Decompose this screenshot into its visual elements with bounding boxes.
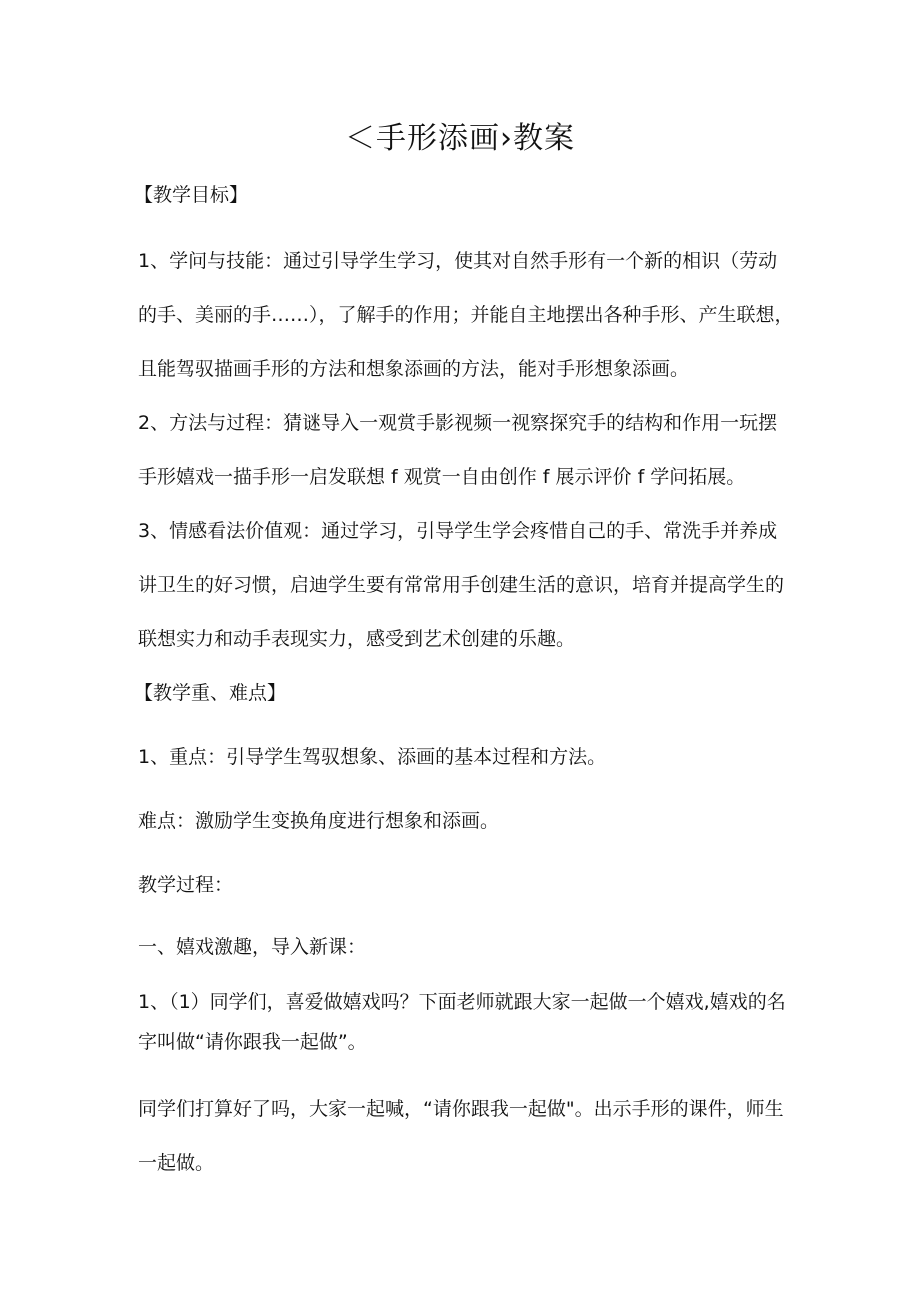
key-point-paragraph: 1、重点：引导学生驾驭想象、添画的基本过程和方法。 — [138, 746, 607, 768]
process-heading: 教学过程： — [138, 874, 234, 896]
difficult-point-paragraph: 难点：激励学生变换角度进行想象和添画。 — [138, 810, 500, 832]
step-1-item-paragraph: 1、（1）同学们，喜爱做嬉戏吗？下面老师就跟大家一起做一个嬉戏,嬉戏的名字叫做“请你跟我一起做”。 — [138, 991, 786, 1053]
goal-3-paragraph: 3、情感看法价值观：通过学习，引导学生学会疼惜自己的手、常洗手并养成讲卫生的好习惯，启迪学生要有常常用手创建生活的意识，培育并提高学生的联想实力和动手表现实力，感受到艺术创建的乐趣。 — [138, 520, 785, 650]
step-1-heading: 一、嬉戏激趣，导入新课： — [138, 936, 367, 958]
goal-2-paragraph: 2、方法与过程：猜谜导入一观赏手影视频一视察探究手的结构和作用一玩摆手形嬉戏一描手形一启发联想 f 观赏一自由创作 f 展示评价 f 学问拓展。 — [138, 412, 778, 488]
step-1-follow-paragraph: 同学们打算好了吗，大家一起喊，“请你跟我一起做"。出示手形的课件，师生一起做。 — [138, 1098, 784, 1174]
document-title: ＜手形添画›教案 — [345, 121, 575, 156]
key-difficult-heading: 【教学重、难点】 — [134, 682, 287, 704]
goal-1-paragraph: 1、学问与技能：通过引导学生学习，使其对自然手形有一个新的相识（劳动的手、美丽的手……），了解手的作用；并能自主地摆出各种手形、产生联想，且能驾驭描画手形的方法和想象添画的方法，能对手形想象添画。 — [138, 250, 794, 380]
teaching-goals-heading: 【教学目标】 — [134, 184, 249, 206]
